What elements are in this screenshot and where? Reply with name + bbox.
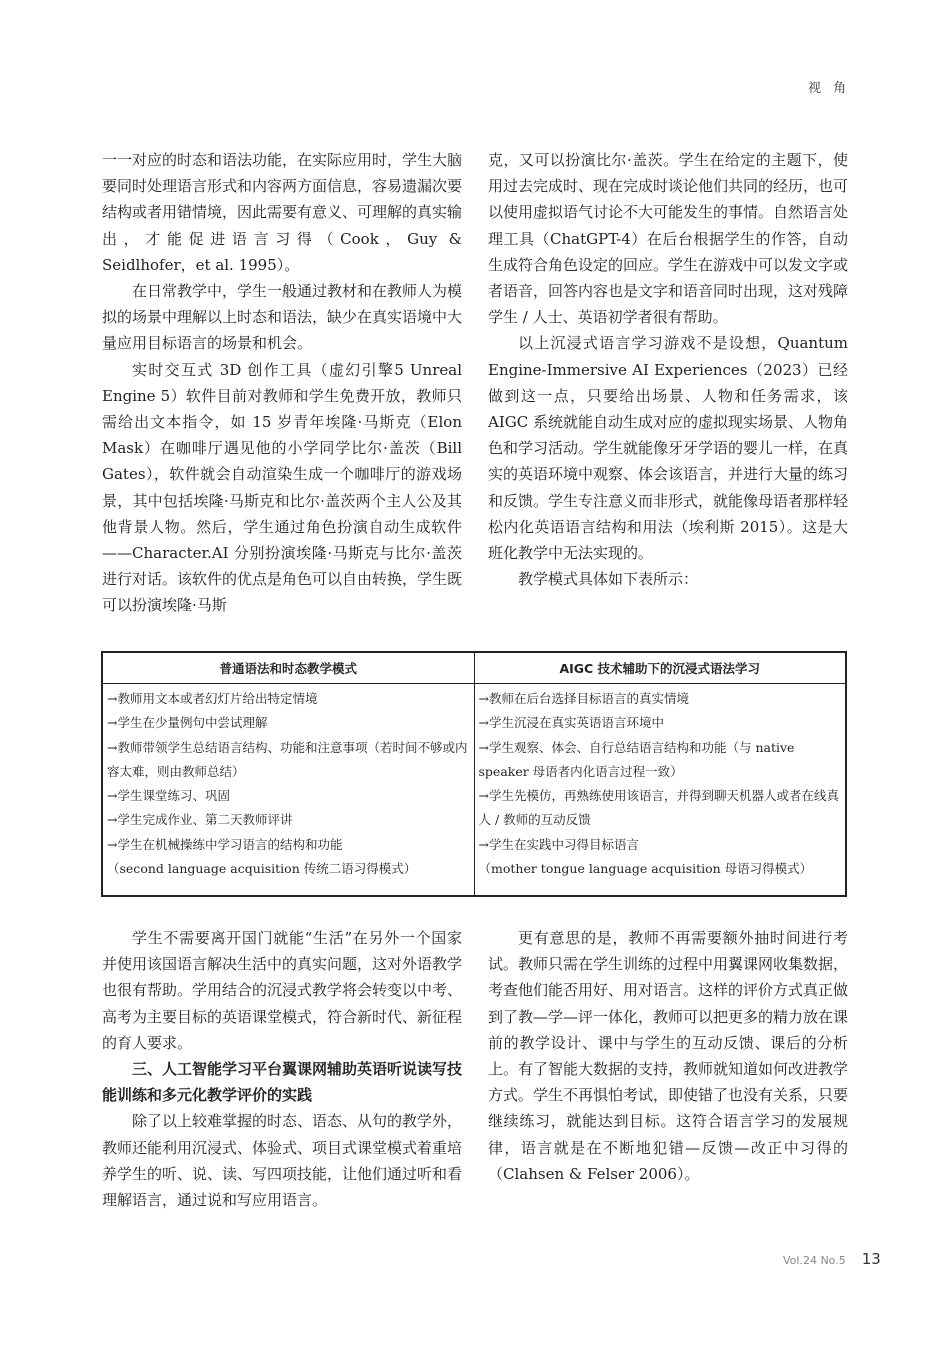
issue-info: Vol.24 No.5 bbox=[783, 1254, 846, 1267]
section-heading: 三、人工智能学习平台翼课网辅助英语听说读写技能训练和多元化教学评价的实践 bbox=[102, 1060, 463, 1105]
paragraph: 教学模式具体如下表所示： bbox=[518, 570, 699, 589]
table-body bbox=[103, 684, 845, 895]
table-cell-line: →学生在少量例句中尝试理解 bbox=[107, 715, 268, 731]
table-cell-line: →学生课堂练习、巩固 bbox=[107, 788, 230, 804]
paragraph: 克，又可以扮演比尔·盖茨。学生在给定的主题下，使用过去完成时、现在完成时谈论他们共同的经历，也可以使用虚拟语气讨论不大可能发生的事情。自然语言处理工具（ChatGPT-4）在后台根据学生的作答，自动生成符合角色设定的回应。学生在游戏中可以发文字或者语音，回答内容也是文字和语音同时出现，这对残障学生 / 人士、英语初学者很有帮助。 bbox=[488, 151, 849, 327]
section-label: 视 角 bbox=[808, 81, 851, 96]
paragraph: 实时交互式 3D 创作工具（虚幻引擎5 Unreal Engine 5）软件目前对教师和学生免费开放，教师只需给出文本指令，如 15 岁青年埃隆·马斯克（Elon Mask）在咖啡厅遇见他的小学同学比尔·盖茨（Bill Gates），软件就会自动渲染生成一个咖啡厅的游戏场景，其中包括埃隆·马斯克和比尔·盖茨两个主人公及其他背景人物。然后，学生通过角色扮演自动生成软件——Character.AI 分别扮演埃隆·马斯克与比尔·盖茨进行对话。该软件的优点是角色可以自由转换，学生既可以扮演埃隆·马斯 bbox=[102, 360, 463, 615]
table-cell-line: →学生在机械操练中学习语言的结构和功能 bbox=[107, 836, 343, 852]
table-cell-line: →学生观察、体会、自行总结语言结构和功能（与 native speaker 母语者内化语言过程一致） bbox=[478, 739, 795, 779]
table-cell-line: （mother tongue language acquisition 母语习得模式） bbox=[478, 861, 813, 877]
table-column-aigc bbox=[475, 684, 846, 895]
table-cell-line: （second language acquisition 传统二语习得模式） bbox=[107, 861, 417, 877]
table-cell-line: →教师用文本或者幻灯片给出特定情境 bbox=[107, 691, 318, 706]
left-column-bottom bbox=[102, 925, 462, 1213]
table-header-traditional: 普通语法和时态教学模式 bbox=[103, 653, 475, 683]
paragraph: 在日常教学中，学生一般通过教材和在教师人为模拟的场景中理解以上时态和语法，缺少在真实语境中大量应用目标语言的场景和机会。 bbox=[102, 282, 463, 353]
paragraph: 除了以上较难掌握的时态、语态、从句的教学外，教师还能利用沉浸式、体验式、项目式课堂模式着重培养学生的听、说、读、写四项技能，让他们通过听和看理解语言，通过说和写应用语言。 bbox=[102, 1112, 463, 1210]
table-cell-line: →学生在实践中习得目标语言 bbox=[478, 836, 639, 852]
comparison-table bbox=[101, 651, 847, 897]
table-cell-line: →教师在后台选择目标语言的真实情境 bbox=[478, 691, 689, 706]
paragraph: 以上沉浸式语言学习游戏不是设想，Quantum Engine-Immersive AI Experiences（2023）已经做到这一点，只要给出场景、人物和任务需求，该 AIGC 系统就能自动生成对应的虚拟现实场景、人物角色和学习活动。学生就能像牙牙学语的婴儿一样，在真实的英语环境中观察、体会该语言，并进行大量的练习和反馈。学生专注意义而非形式，就能像母语者那样轻松内化英语语言结构和用法（埃利斯 2015）。这是大班化教学中无法实现的。 bbox=[488, 334, 849, 563]
paragraph: 一一对应的时态和语法功能，在实际应用时，学生大脑要同时处理语言形式和内容两方面信息，容易遗漏次要结构或者用错情境，因此需要有意义、可理解的真实输出，才能促进语言习得（Cook，Guy & Seidlhofer，et al. 1995）。 bbox=[102, 151, 463, 274]
table-header-aigc: AIGC 技术辅助下的沉浸式语法学习 bbox=[559, 661, 761, 676]
table-column-traditional bbox=[103, 684, 475, 895]
paragraph: 学生不需要离开国门就能“生活”在另外一个国家并使用该国语言解决生活中的真实问题，这对外语教学也很有帮助。学用结合的沉浸式教学将会转变以中考、高考为主要目标的英语课堂模式，符合新时代、新征程的育人要求。 bbox=[102, 929, 463, 1052]
table-header-row bbox=[103, 653, 845, 684]
table-cell-line: →学生完成作业、第二天教师评讲 bbox=[107, 812, 293, 828]
right-column-bottom bbox=[488, 925, 848, 1187]
paragraph: 更有意思的是，教师不再需要额外抽时间进行考试。教师只需在学生训练的过程中用翼课网收集数据，考查他们能否用好、用对语言。这样的评价方式真正做到了教—学—评一体化，教师可以把更多的精力放在课前的教学设计、课中与学生的互动反馈、课后的分析上。有了智能大数据的支持，教师就知道如何改进教学方式。学生不再惧怕考试，即使错了也没有关系，只要继续练习，就能达到目标。这符合语言学习的发展规律，语言就是在不断地犯错—反馈—改正中习得的（Clahsen & Felser 2006）。 bbox=[488, 929, 849, 1183]
left-column-top bbox=[102, 147, 462, 619]
page-footer bbox=[783, 1250, 881, 1268]
table-cell-line: →学生沉浸在真实英语语言环境中 bbox=[478, 715, 664, 731]
right-column-top bbox=[488, 147, 848, 592]
page-number: 13 bbox=[861, 1250, 881, 1268]
table-cell-line: →学生先模仿，再熟练使用该语言，并得到聊天机器人或者在线真人 / 教师的互动反馈 bbox=[478, 788, 839, 828]
table-cell-line: →教师带领学生总结语言结构、功能和注意事项（若时间不够或内容太难，则由教师总结） bbox=[107, 739, 468, 779]
